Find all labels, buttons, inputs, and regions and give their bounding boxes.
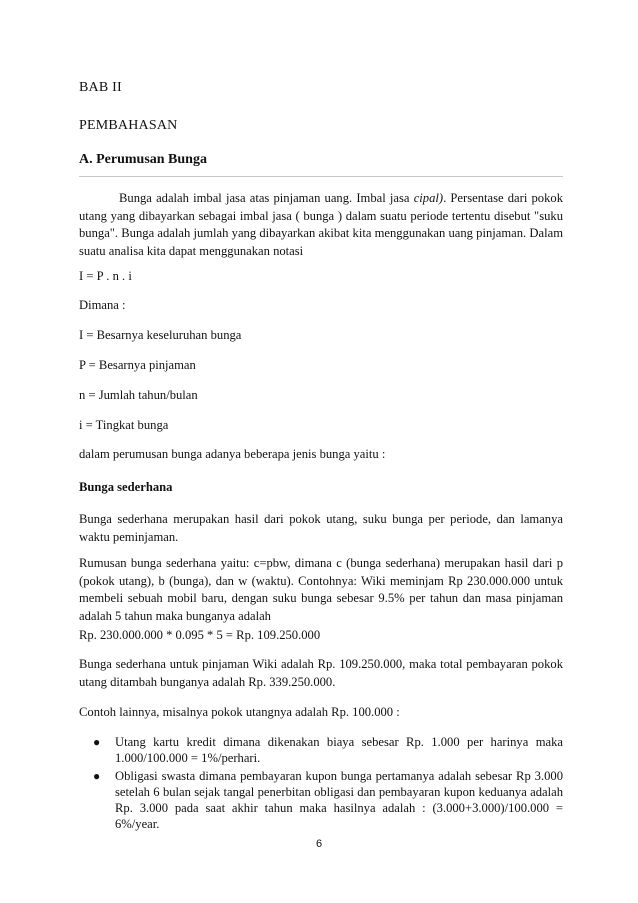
simple-interest-heading: Bunga sederhana	[79, 480, 173, 494]
interest-formula: I = P . n . i	[79, 269, 132, 283]
chapter-label: BAB II	[79, 80, 122, 95]
simple-interest-formula-paragraph: Rumusan bunga sederhana yaitu: c=pbw, dimana c (bunga sederhana) merupakan hasil dari p (pokok utang), b (bunga), dan w (waktu). Contohnya: Wiki meminjam Rp 230.000.000 untuk membeli sebuah mobil baru, dengan suku bunga sebesar 9.5% per tahun dan masa pinjaman adalah 5 tahun maka bunganya adalah	[79, 556, 563, 623]
list-item	[79, 734, 563, 766]
intro-text-start: Bunga adalah imbal jasa atas pinjaman uang. Imbal jasa	[119, 191, 414, 205]
list-item-text: Utang kartu kredit dimana dikenakan biaya sebesar Rp. 1.000 per harinya maka 1.000/100.000 = 1%/perhari.	[115, 735, 563, 765]
other-example-intro: Contoh lainnya, misalnya pokok utangnya adalah Rp. 100.000 :	[79, 705, 400, 719]
list-item-text: Obligasi swasta dimana pembayaran kupon bunga pertamanya adalah sebesar Rp 3.000 setelah 6 bulan sejak tangal penerbitan obligasi dan pembayaran kupon keduanya adalah Rp. 3.000 pada saat akhir tahun maka hasilnya adalah : (3.000+3.000)/100.000 = 6%/year.	[115, 769, 563, 831]
intro-italic-term: cipal)	[413, 191, 444, 205]
page-number: 6	[315, 838, 323, 850]
chapter-title: PEMBAHASAN	[79, 118, 178, 133]
simple-interest-calculation: Rp. 230.000.000 * 0.095 * 5 = Rp. 109.250.000	[79, 628, 321, 642]
section-title: A. Perumusan Bunga	[79, 152, 207, 167]
intro-text-end: . Persentase dari pokok utang yang dibayarkan sebagai imbal jasa ( bunga ) dalam suatu periode tertentu disebut "suku bunga". Bunga adalah jumlah yang dibayarkan akibat kita menggunakan uang pinjaman. Dalam suatu analisa kita dapat menggunakan notasi	[79, 191, 563, 258]
definition-total-interest: I = Besarnya keseluruhan bunga	[79, 328, 242, 342]
definition-period: n = Jumlah tahun/bulan	[79, 388, 198, 402]
example-list	[79, 734, 563, 834]
list-item	[79, 768, 563, 832]
simple-interest-definition: Bunga sederhana merupakan hasil dari pokok utang, suku bunga per periode, dan lamanya waktu peminjaman.	[79, 512, 563, 544]
where-label: Dimana :	[79, 298, 126, 312]
simple-interest-result: Bunga sederhana untuk pinjaman Wiki adalah Rp. 109.250.000, maka total pembayaran pokok utang ditambah bunganya adalah Rp. 339.250.000.	[79, 657, 563, 689]
bullet-icon: ●	[93, 735, 101, 749]
definition-rate: i = Tingkat bunga	[79, 418, 169, 432]
interest-types-intro: dalam perumusan bunga adanya beberapa jenis bunga yaitu :	[79, 447, 386, 461]
section-divider	[79, 176, 563, 177]
bullet-icon: ●	[93, 769, 101, 783]
definition-principal: P = Besarnya pinjaman	[79, 358, 196, 372]
intro-paragraph	[79, 190, 563, 260]
